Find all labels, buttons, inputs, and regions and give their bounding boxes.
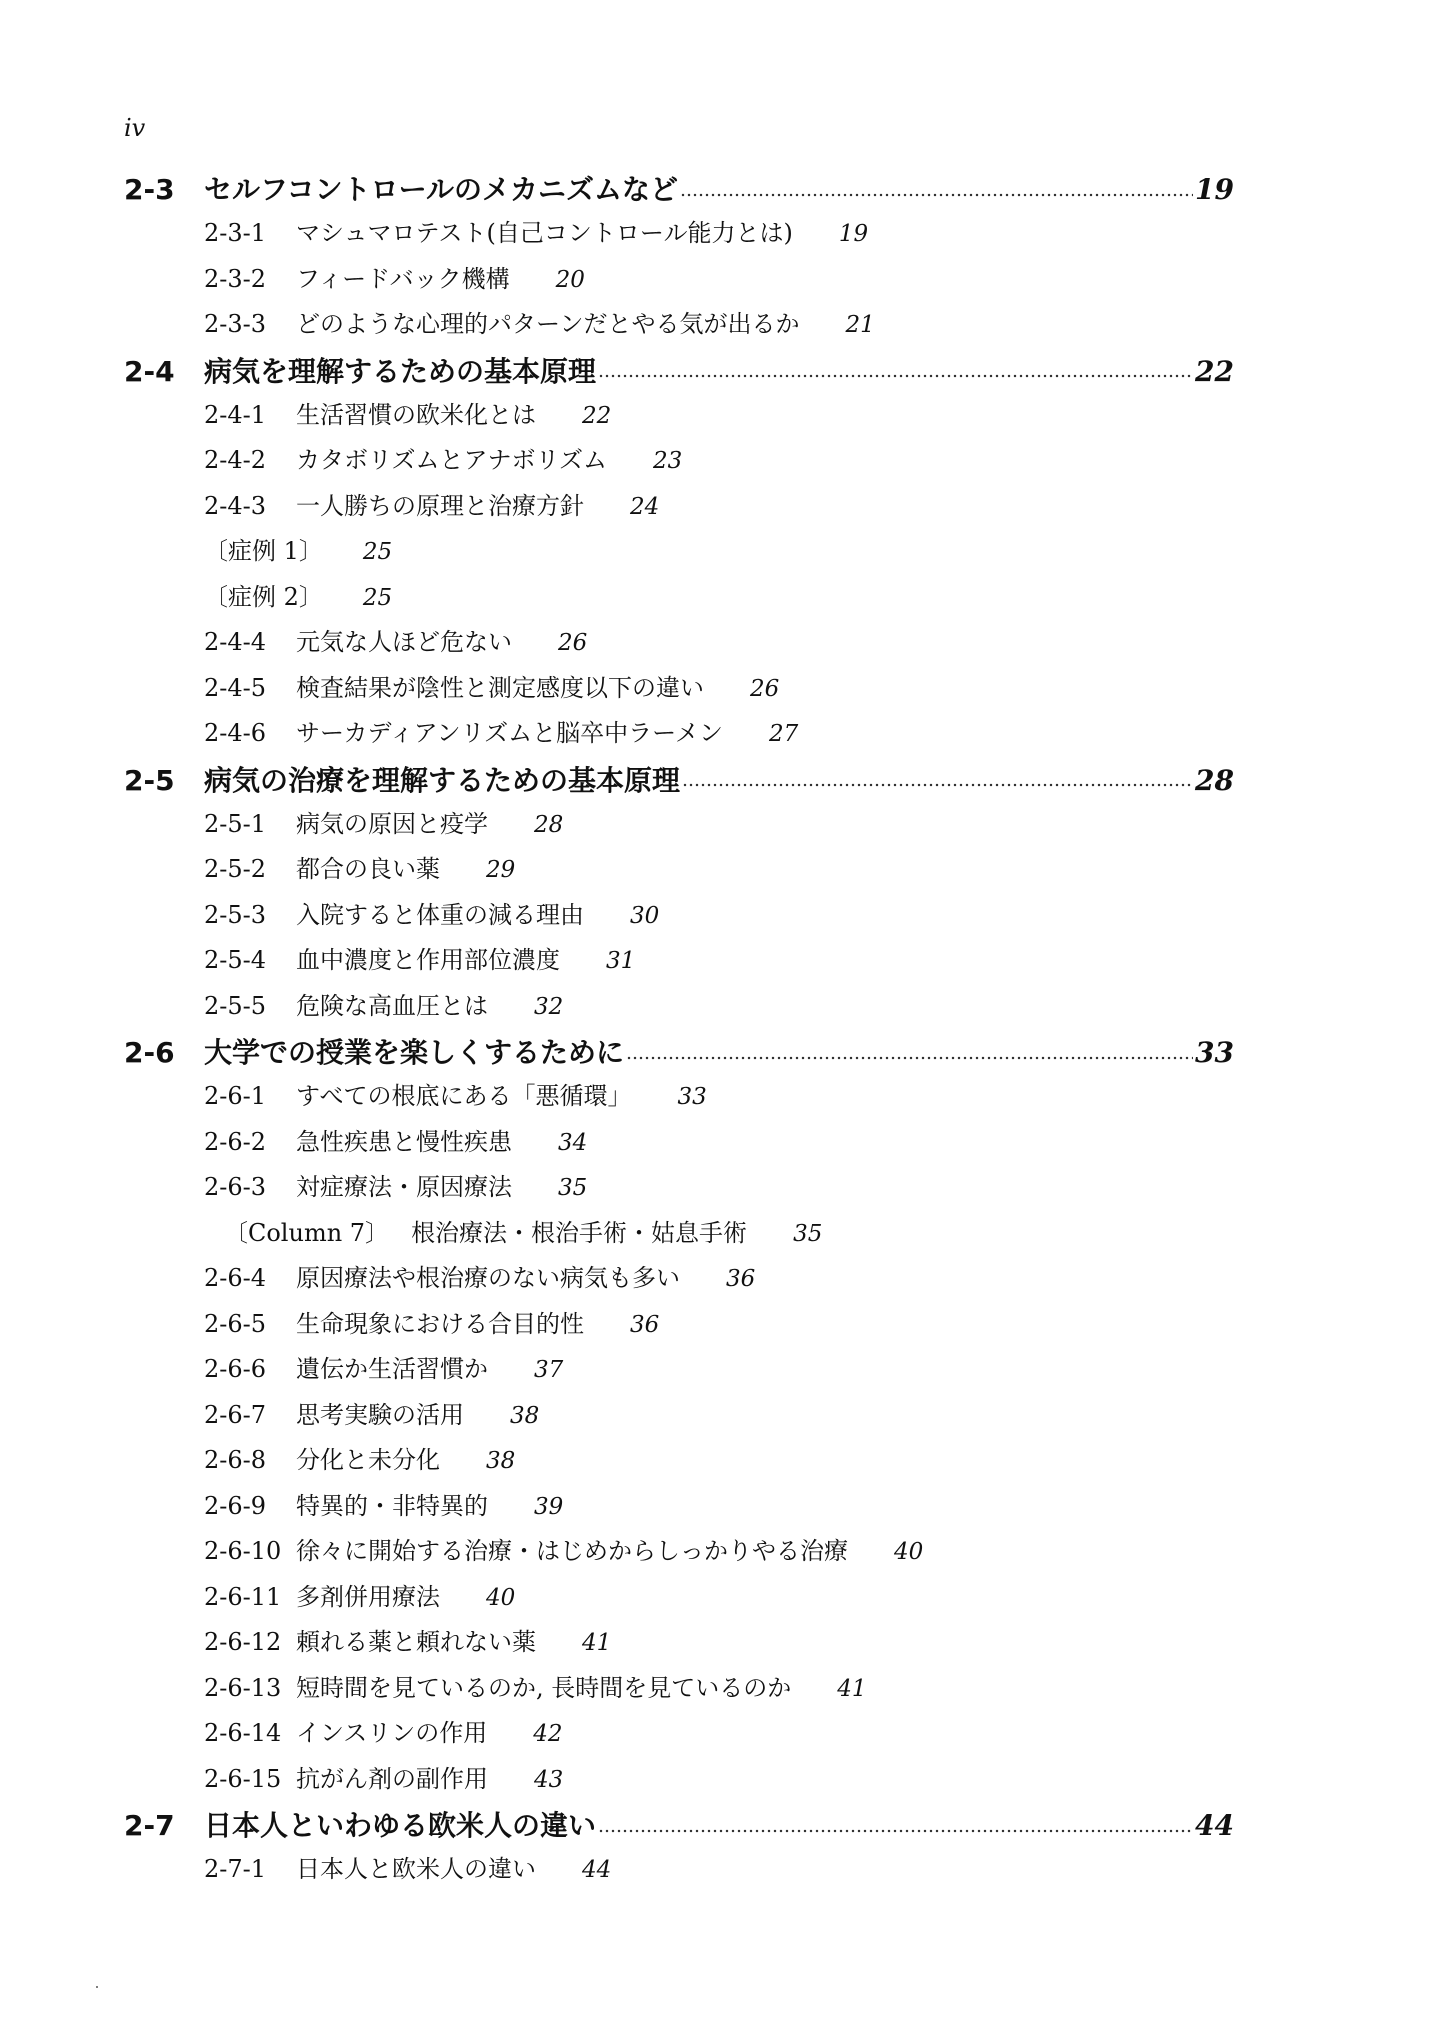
- section-number: 2-4: [124, 354, 175, 388]
- subsection-page: 35: [558, 1175, 588, 1201]
- subsection-entry: [124, 577, 1234, 623]
- subsection-number: 2-4-4: [204, 628, 267, 656]
- section-title: 日本人といわゆる欧米人の違い: [204, 1809, 597, 1842]
- section-number: 2-3: [124, 173, 175, 206]
- subsection-title: 一人勝ちの原理と治療方針: [296, 491, 584, 520]
- section-number: 2-5: [124, 763, 175, 797]
- subsection-entry: [124, 486, 1234, 532]
- subsection-number: 2-3-3: [204, 310, 267, 338]
- subsection-page: 31: [606, 948, 636, 974]
- subsection-number: 2-4-1: [204, 400, 267, 429]
- subsection-number: 2-6-10: [204, 1537, 282, 1565]
- subsection-page: 41: [582, 1630, 612, 1656]
- subsection-number: 〔症例 2〕: [204, 582, 323, 611]
- section-heading: [124, 168, 1234, 213]
- subsection-page: 24: [630, 493, 660, 520]
- subsection-page: 34: [558, 1129, 588, 1156]
- subsection-page: 40: [486, 1584, 516, 1611]
- subsection-title: 元気な人ほど危ない: [296, 628, 512, 656]
- subsection-title: 危険な高血圧とは: [296, 991, 488, 1020]
- subsection-number: 2-6-3: [204, 1173, 267, 1201]
- subsection-number: 2-6-1: [204, 1082, 267, 1110]
- subsection-page: 25: [362, 539, 393, 565]
- section-title: 病気を理解するための基本原理: [204, 354, 597, 388]
- subsection-title: インスリンの作用: [296, 1719, 488, 1747]
- subsection-number: 2-4-2: [204, 446, 267, 474]
- subsection-title: 分化と未分化: [296, 1446, 440, 1474]
- subsection-number: 2-5-5: [204, 991, 267, 1020]
- subsection-number: 2-6-13: [204, 1673, 282, 1702]
- subsection-title: 頼れる薬と頼れない薬: [296, 1628, 536, 1656]
- subsection-number: 2-4-3: [204, 491, 267, 520]
- subsection-page: 33: [677, 1084, 707, 1110]
- subsection-page: 41: [837, 1675, 867, 1702]
- section-heading: [124, 1031, 1234, 1076]
- subsection-entry: [124, 1531, 1234, 1577]
- subsection-entry: [124, 1076, 1234, 1122]
- dot-leader: [682, 782, 1193, 788]
- subsection-title: 特異的・非特異的: [296, 1491, 488, 1520]
- dot-leader: [598, 373, 1193, 379]
- subsection-entry: [124, 1440, 1234, 1486]
- page-number: iv: [124, 114, 146, 142]
- subsection-entry: [124, 804, 1234, 850]
- section-number: 2-7: [124, 1809, 175, 1842]
- subsection-number: 2-6-14: [204, 1719, 282, 1747]
- dot-leader: [626, 1055, 1193, 1061]
- subsection-entry: [124, 259, 1234, 305]
- subsection-entry: [124, 895, 1234, 941]
- subsection-page: 38: [510, 1402, 540, 1429]
- subsection-number: 2-6-12: [204, 1628, 282, 1656]
- subsection-page: 25: [362, 584, 393, 611]
- subsection-number: 2-6-4: [204, 1264, 267, 1292]
- subsection-number: 2-5-3: [204, 900, 267, 929]
- section-title: 病気の治療を理解するための基本原理: [204, 763, 681, 797]
- section-number: 2-6: [124, 1036, 175, 1069]
- subsection-title: 入院すると体重の減る理由: [296, 900, 584, 929]
- subsection-number: 2-3-1: [204, 219, 267, 247]
- subsection-page: 20: [555, 266, 585, 293]
- subsection-title: 多剤併用療法: [296, 1582, 440, 1611]
- subsection-page: 43: [534, 1766, 564, 1793]
- subsection-entry: [124, 531, 1234, 577]
- subsection-page: 26: [558, 630, 588, 656]
- section-page: 44: [1195, 1809, 1234, 1842]
- subsection-entry: [124, 1167, 1234, 1213]
- subsection-page: 27: [768, 721, 799, 747]
- subsection-number: 2-3-2: [204, 264, 267, 293]
- subsection-entry: [124, 1304, 1234, 1350]
- subsection-page: 21: [845, 312, 875, 338]
- subsection-title: 血中濃度と作用部位濃度: [296, 946, 560, 974]
- subsection-entry: [124, 440, 1234, 486]
- subsection-title: 日本人と欧米人の違い: [296, 1855, 536, 1883]
- section-title: 大学での授業を楽しくするために: [204, 1036, 625, 1069]
- subsection-number: 2-6-9: [204, 1491, 267, 1520]
- subsection-number: 〔Column 7〕: [224, 1218, 390, 1247]
- subsection-title: 都合の良い薬: [296, 855, 440, 883]
- section-heading: [124, 1804, 1234, 1849]
- subsection-number: 2-5-2: [204, 855, 267, 883]
- subsection-number: 2-5-4: [204, 946, 267, 974]
- subsection-entry: [124, 395, 1234, 441]
- subsection-title: サーカディアンリズムと脳卒中ラーメン: [296, 719, 723, 747]
- subsection-title: 遺伝か生活習慣か: [296, 1355, 488, 1383]
- subsection-number: 2-6-7: [204, 1400, 267, 1429]
- subsection-entry: [124, 713, 1234, 759]
- subsection-entry: [124, 849, 1234, 895]
- section-page: 33: [1195, 1036, 1234, 1069]
- section-title: セルフコントロールのメカニズムなど: [204, 173, 679, 206]
- subsection-entry: [124, 1849, 1234, 1895]
- subsection-number: 2-4-5: [204, 673, 267, 702]
- subsection-page: 28: [534, 811, 564, 838]
- subsection-title: 原因療法や根治療のない病気も多い: [296, 1264, 680, 1292]
- section-heading: [124, 350, 1234, 395]
- subsection-title: どのような心理的パターンだとやる気が出るか: [296, 310, 800, 338]
- subsection-title: 抗がん剤の副作用: [296, 1764, 488, 1793]
- subsection-number: 2-6-15: [204, 1764, 282, 1793]
- subsection-title: 短時間を見ているのか, 長時間を見ているのか: [296, 1673, 792, 1702]
- dot-leader: [680, 192, 1193, 198]
- subsection-entry: [124, 213, 1234, 259]
- dot-leader: [598, 1828, 1193, 1834]
- subsection-entry: [124, 1668, 1234, 1714]
- subsection-page: 30: [630, 902, 660, 929]
- subsection-title: 生活習慣の欧米化とは: [296, 400, 536, 429]
- subsection-title: マシュマロテスト(自己コントロール能力とは): [296, 219, 793, 247]
- subsection-page: 38: [486, 1448, 516, 1474]
- subsection-page: 29: [486, 857, 516, 883]
- subsection-title: すべての根底にある「悪循環」: [296, 1082, 632, 1110]
- subsection-title: 対症療法・原因療法: [296, 1173, 512, 1201]
- subsection-page: 44: [582, 1857, 612, 1883]
- subsection-entry: [124, 622, 1234, 668]
- section-page: 28: [1195, 763, 1234, 797]
- subsection-title: カタボリズムとアナボリズム: [296, 446, 608, 474]
- subsection-page: 22: [582, 402, 612, 429]
- subsection-number: 2-7-1: [204, 1855, 267, 1883]
- subsection-number: 2-6-11: [204, 1582, 282, 1611]
- subsection-title: 病気の原因と疫学: [296, 809, 488, 838]
- subsection-page: 32: [534, 993, 564, 1020]
- subsection-number: 〔症例 1〕: [204, 537, 323, 565]
- subsection-entry: [124, 986, 1234, 1032]
- column-entry: [124, 1213, 1234, 1259]
- subsection-entry: [124, 1486, 1234, 1532]
- subsection-entry: [124, 1622, 1234, 1668]
- subsection-entry: [124, 1577, 1234, 1623]
- subsection-entry: [124, 1122, 1234, 1168]
- subsection-number: 2-5-1: [204, 809, 267, 838]
- subsection-page: 39: [534, 1493, 564, 1520]
- subsection-title: フィードバック機構: [296, 264, 510, 293]
- speck: [96, 1986, 98, 1988]
- subsection-title: 検査結果が陰性と測定感度以下の違い: [296, 673, 704, 702]
- subsection-number: 2-6-8: [204, 1446, 267, 1474]
- subsection-title: 生命現象における合目的性: [296, 1309, 584, 1338]
- subsection-entry: [124, 1349, 1234, 1395]
- section-page: 19: [1195, 173, 1234, 206]
- subsection-entry: [124, 1759, 1234, 1805]
- subsection-page: 36: [630, 1311, 660, 1338]
- subsection-number: 2-6-5: [204, 1309, 267, 1338]
- subsection-title: 根治療法・根治手術・姑息手術: [411, 1218, 748, 1247]
- subsection-entry: [124, 668, 1234, 714]
- subsection-entry: [124, 304, 1234, 350]
- subsection-entry: [124, 1713, 1234, 1759]
- table-of-contents: [124, 168, 1234, 1895]
- subsection-page: 37: [534, 1357, 564, 1383]
- subsection-number: 2-4-6: [204, 719, 267, 747]
- subsection-page: 19: [838, 221, 869, 247]
- subsection-page: 26: [750, 675, 780, 702]
- subsection-page: 40: [894, 1539, 924, 1565]
- subsection-number: 2-6-6: [204, 1355, 267, 1383]
- subsection-title: 徐々に開始する治療・はじめからしっかりやる治療: [296, 1537, 848, 1565]
- subsection-entry: [124, 940, 1234, 986]
- subsection-entry: [124, 1395, 1234, 1441]
- section-heading: [124, 759, 1234, 804]
- subsection-page: 36: [726, 1266, 756, 1292]
- subsection-page: 35: [793, 1220, 823, 1247]
- subsection-title: 急性疾患と慢性疾患: [296, 1127, 512, 1156]
- subsection-entry: [124, 1258, 1234, 1304]
- section-page: 22: [1195, 354, 1234, 388]
- subsection-number: 2-6-2: [204, 1127, 267, 1156]
- subsection-title: 思考実験の活用: [296, 1400, 464, 1429]
- subsection-page: 42: [533, 1721, 563, 1747]
- subsection-page: 23: [653, 448, 683, 474]
